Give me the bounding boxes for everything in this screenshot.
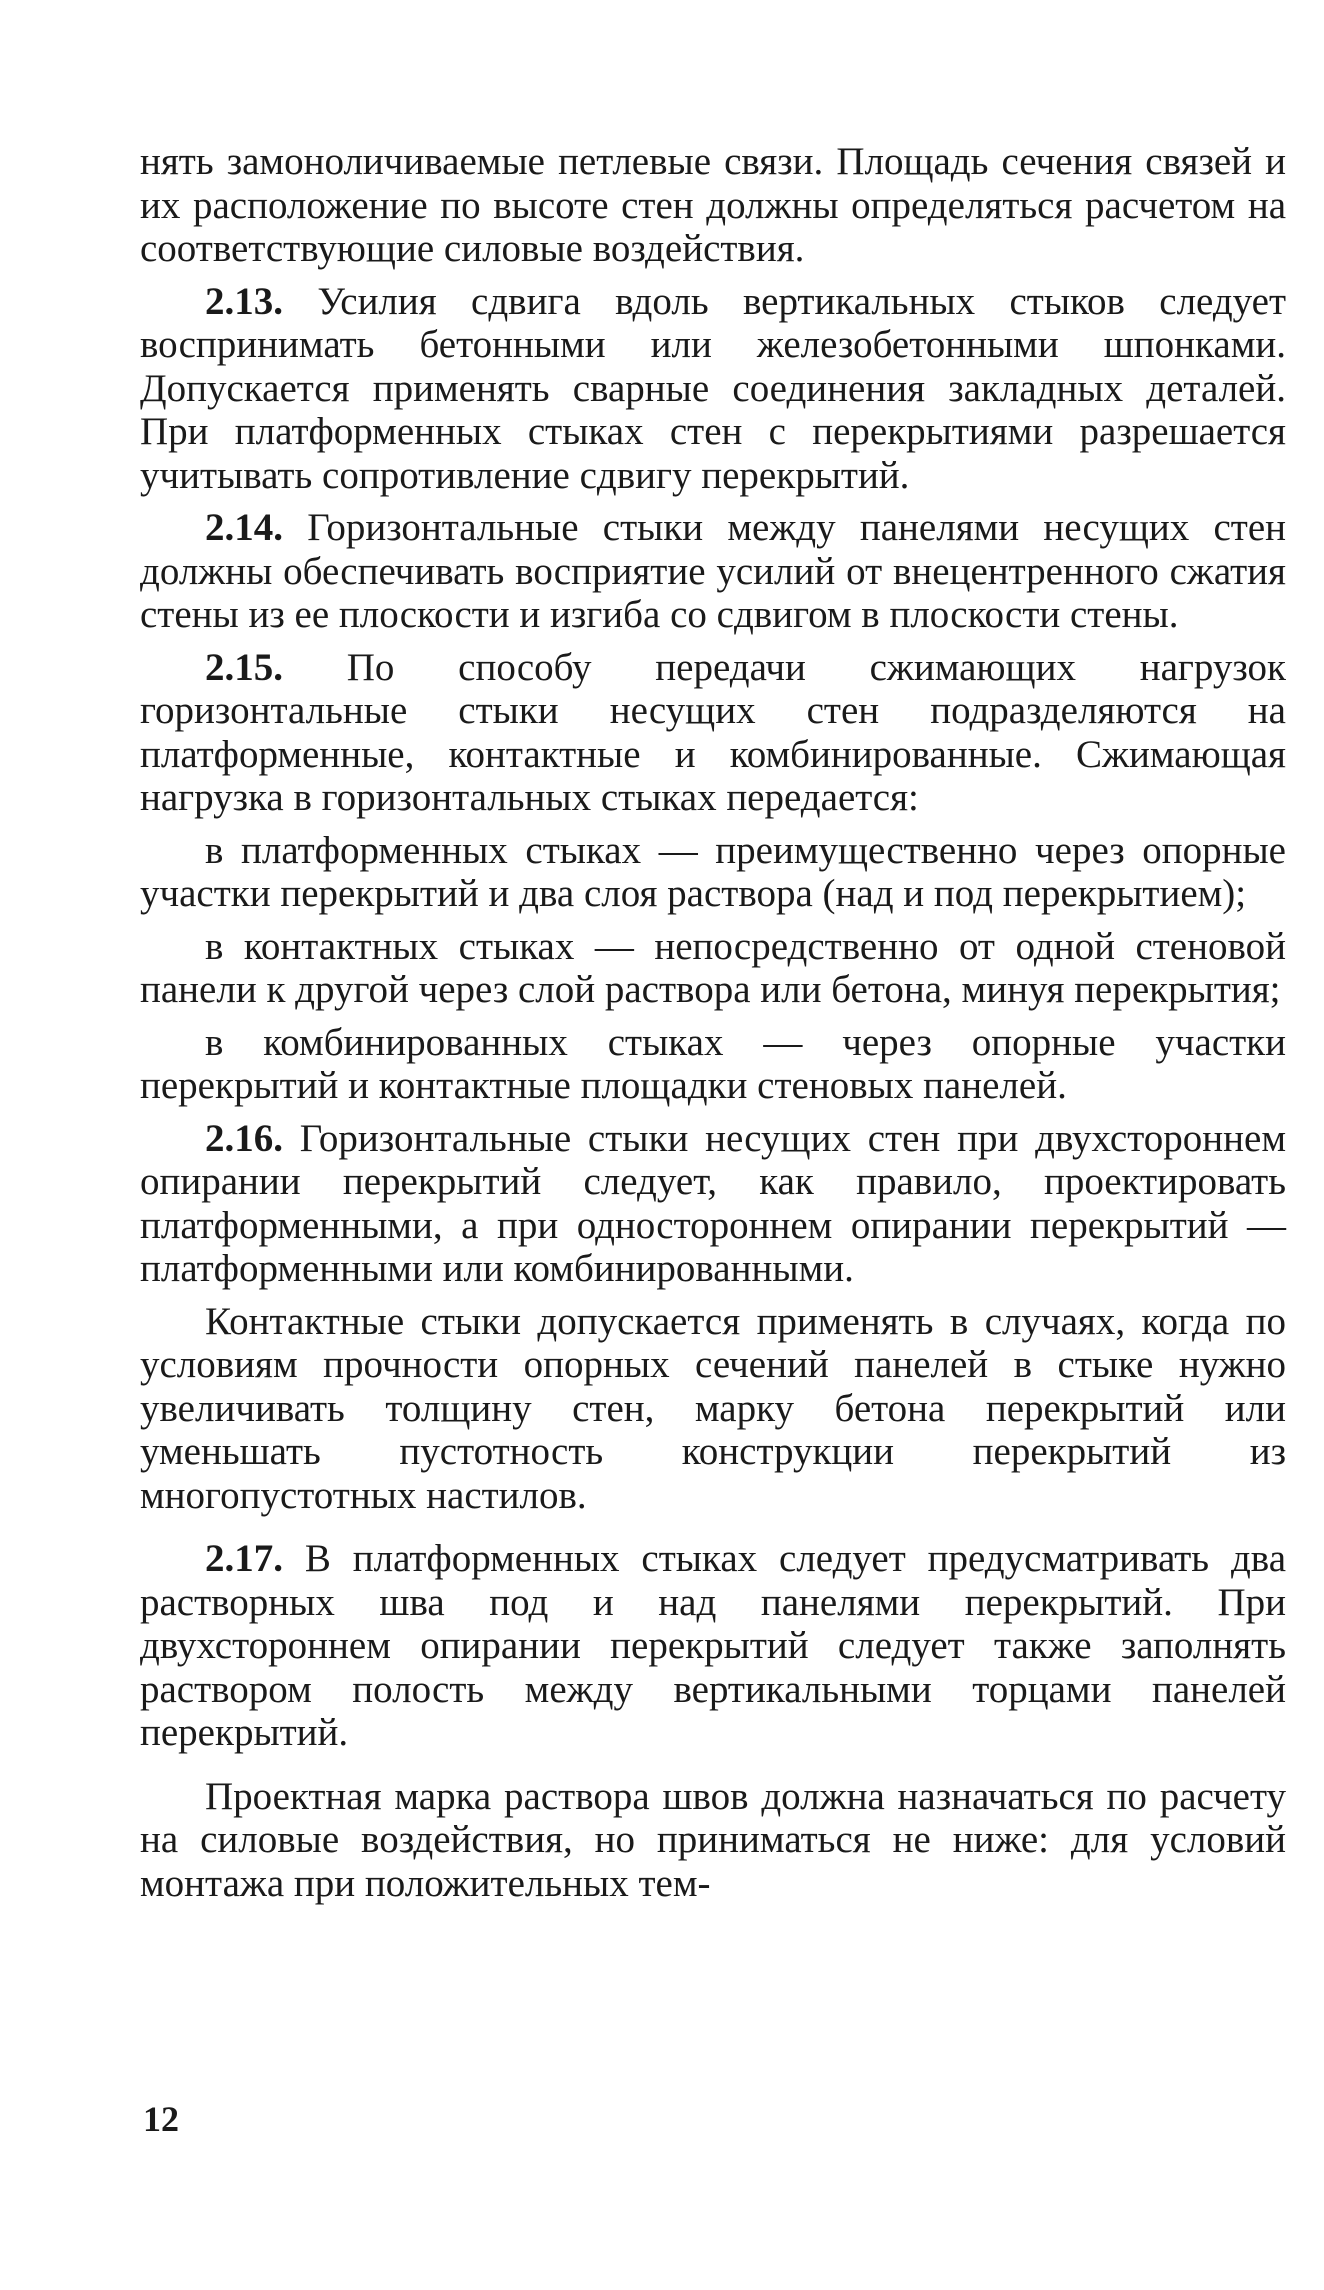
section-number: 2.17. [205, 1537, 283, 1580]
section-number: 2.15. [205, 645, 283, 689]
paragraph-text: Усилия сдвига вдоль вертикальных стыков следует воспринимать бетонными или железобетонными шпонками. Допускается применять сварные соединения закладных деталей. При платформенных стыках стен с перекрытиями разрешается учитывать сопротивление сдвигу перекрытий. [140, 279, 1287, 497]
paragraph-2-16 [140, 1117, 1286, 1291]
paragraph-text: Проектная марка раствора швов должна назначаться по расчету на силовые воздействия, но приниматься не ниже: для условий монтажа при положительных тем- [140, 1774, 1286, 1905]
paragraph-text: в платформенных стыках — преимущественно через опорные участки перекрытий и два слоя раствора (над и под перекрытием); [140, 828, 1286, 915]
paragraph-text: в контактных стыках — непосредственно от одной стеновой панели к другой через слой раствора или бетона, минуя перекрытия; [140, 924, 1286, 1011]
section-number: 2.14. [205, 506, 283, 549]
list-item-combined-joints [140, 1021, 1286, 1108]
paragraph-2-14 [140, 506, 1286, 637]
paragraph-text: По способу передачи сжимающих нагрузок горизонтальные стыки несущих стен подразделяются на платформенные, контактные и комбинированные. Сжимающая нагрузка в горизонтальных стыках передается: [140, 645, 1287, 819]
page-number: 12 [143, 2099, 179, 2139]
section-number: 2.16. [205, 1116, 283, 1160]
paragraph-mortar-grade [140, 1775, 1286, 1906]
page-body [140, 140, 1286, 1905]
list-item-contact-joints [140, 925, 1286, 1012]
paragraph-text: в комбинированных стыках — через опорные участки перекрытий и контактные площадки стеновых панелей. [140, 1020, 1286, 1107]
paragraph-continuation [140, 140, 1286, 271]
paragraph-text: Контактные стыки допускается применять в случаях, когда по условиям прочности опорных сечений панелей в стыке нужно увеличивать толщину стен, марку бетона перекрытий или уменьшать пустотность конструкции перекрытий из многопустотных настилов. [140, 1299, 1286, 1517]
section-number: 2.13. [205, 279, 283, 323]
paragraph-contact-joints-usage [140, 1300, 1286, 1518]
paragraph-text: нять замоноличиваемые петлевые связи. Площадь сечения связей и их расположение по высоте стен должны определяться расчетом на соответствующие силовые воздействия. [140, 140, 1286, 270]
paragraph-text: В платформенных стыках следует предусматривать два растворных шва под и над панелями перекрытий. При двухстороннем опирании перекрытий следует также заполнять раствором полость между вертикальными торцами панелей перекрытий. [140, 1537, 1286, 1754]
paragraph-2-17 [140, 1537, 1286, 1755]
paragraph-2-13 [140, 280, 1286, 498]
list-item-platform-joints [140, 829, 1286, 916]
paragraph-2-15 [140, 646, 1286, 820]
paragraph-text: Горизонтальные стыки несущих стен при двухстороннем опирании перекрытий следует, как правило, проектировать платформенными, а при одностороннем опирании перекрытий — платформенными или комбинированными. [140, 1116, 1286, 1290]
paragraph-text: Горизонтальные стыки между панелями несущих стен должны обеспечивать восприятие усилий от внецентренного сжатия стены из ее плоскости и изгиба со сдвигом в плоскости стены. [140, 506, 1286, 636]
